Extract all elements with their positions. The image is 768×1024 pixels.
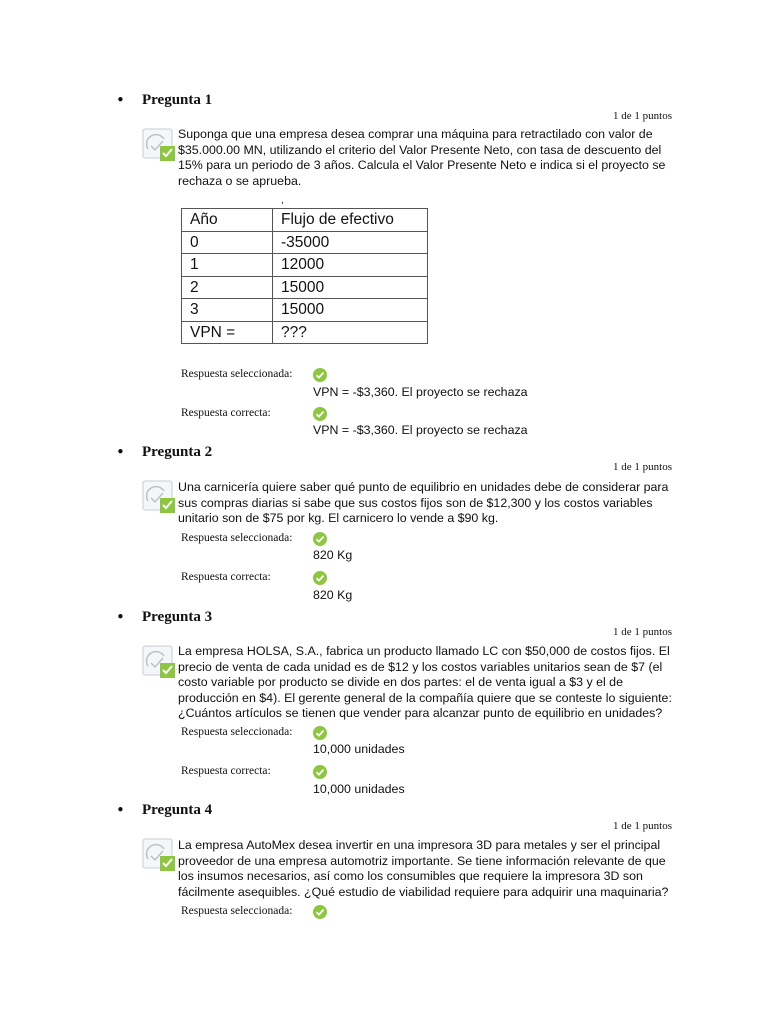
correct-answer: VPN = -$3,360. El proyecto se rechaza <box>313 423 528 437</box>
selected-answer-label: Respuesta seleccionada: <box>181 368 293 380</box>
question-text-line: fácilmente asequibles. ¿Qué estudio de viabilidad requiere para adquirir una maquinaria? <box>178 884 669 899</box>
question-text-line: unitario son de $75 por kg. El carnicero lo vende a $90 kg. <box>178 511 499 526</box>
question-title: Pregunta 2 <box>142 444 213 460</box>
question-text-line: producción en $4). El gerente general de la compañía quiere que se conteste lo siguiente: <box>178 690 672 705</box>
question-text-line: Suponga que una empresa desea comprar una máquina para retractilado con valor de <box>178 127 653 141</box>
question-text-line: precio de venta de cada unidad es de $12 y los costos variables unitarios sean de $7 (el <box>178 659 663 674</box>
table-cell: 0 <box>182 231 273 254</box>
stray-mark: , <box>281 195 284 206</box>
table-row <box>182 321 428 344</box>
question-title: Pregunta 4 <box>142 802 213 818</box>
question-points: 1 de 1 puntos <box>613 820 672 832</box>
question-text-line: 15% para un periodo de 3 años. Calcula el Valor Presente Neto e indica si el proyecto se <box>178 158 666 173</box>
bullet: • <box>116 801 125 819</box>
table-cell: 12000 <box>273 254 428 277</box>
correct-answer-label: Respuesta correcta: <box>181 765 271 777</box>
question-text-line: costo variable por producto se divide en dos partes: el de venta igual a $3 y el de <box>178 675 623 690</box>
table-row <box>182 254 428 277</box>
correct-check-icon <box>313 765 327 779</box>
question-points: 1 de 1 puntos <box>613 110 672 122</box>
graded-question-icon <box>142 480 176 514</box>
selected-answer: 820 Kg <box>313 548 353 562</box>
selected-answer: 10,000 unidades <box>313 742 405 756</box>
question-text-line: rechaza o se aprueba. <box>178 173 302 188</box>
question-title: Pregunta 3 <box>142 609 213 625</box>
table-cell: 1 <box>182 254 273 277</box>
selected-answer-label: Respuesta seleccionada: <box>181 905 293 917</box>
table-cell: ??? <box>273 321 428 344</box>
table-cell: 2 <box>182 276 273 299</box>
correct-answer-label: Respuesta correcta: <box>181 407 271 419</box>
correct-answer-label: Respuesta correcta: <box>181 571 271 583</box>
bullet: • <box>116 443 125 461</box>
question-text-line: La empresa HOLSA, S.A., fabrica un producto llamado LC con $50,000 de costos fijos. El <box>178 644 670 658</box>
bullet: • <box>116 91 125 109</box>
table-cell: 3 <box>182 299 273 322</box>
table-row <box>182 276 428 299</box>
question-text-line: ¿Cuántos artículos se tienen que vender para alcanzar punto de equilibrio en unidades? <box>178 706 663 721</box>
graded-question-icon <box>142 645 176 679</box>
question-title: Pregunta 1 <box>142 92 213 108</box>
table-header-row <box>182 209 428 232</box>
graded-question-icon <box>142 128 176 162</box>
correct-check-icon <box>313 368 327 382</box>
bullet: • <box>116 608 125 626</box>
question-text-line: Una carnicería quiere saber qué punto de equilibrio en unidades debe de considerar para <box>178 480 669 494</box>
table-cell: 15000 <box>273 276 428 299</box>
correct-check-icon <box>313 905 327 919</box>
correct-check-icon <box>313 407 327 421</box>
correct-check-icon <box>313 726 327 740</box>
table-row <box>182 231 428 254</box>
table-row <box>182 299 428 322</box>
selected-answer-label: Respuesta seleccionada: <box>181 726 293 738</box>
table-header: Flujo de efectivo <box>273 209 428 232</box>
cash-flow-table <box>181 208 428 344</box>
question-text <box>178 838 718 900</box>
question-text-line: los insumos necesarios, así como los consumibles que requiere la impresora 3D son <box>178 869 643 884</box>
correct-answer: 820 Kg <box>313 588 353 602</box>
question-text-line: $35.000.00 MN, utilizando el criterio del Valor Presente Neto, con tasa de descuento del <box>178 142 662 157</box>
question-text <box>178 644 718 722</box>
selected-answer: VPN = -$3,360. El proyecto se rechaza <box>313 385 528 399</box>
question-text-line: sus compras diarias si sabe que sus costos fijos son de $12,300 y los costos variables <box>178 495 653 510</box>
question-points: 1 de 1 puntos <box>613 461 672 473</box>
correct-answer: 10,000 unidades <box>313 782 405 796</box>
table-header: Año <box>182 209 273 232</box>
table-cell: -35000 <box>273 231 428 254</box>
graded-question-icon <box>142 838 176 872</box>
question-text <box>178 480 718 527</box>
correct-check-icon <box>313 532 327 546</box>
question-text-line: proveedor de una empresa automotriz importante. Se tiene información relevante de que <box>178 853 666 868</box>
selected-answer-label: Respuesta seleccionada: <box>181 532 293 544</box>
question-text <box>178 127 718 189</box>
table-cell: VPN = <box>182 321 273 344</box>
correct-check-icon <box>313 571 327 585</box>
question-points: 1 de 1 puntos <box>613 626 672 638</box>
question-text-line: La empresa AutoMex desea invertir en una impresora 3D para metales y ser el principal <box>178 838 661 852</box>
table-cell: 15000 <box>273 299 428 322</box>
